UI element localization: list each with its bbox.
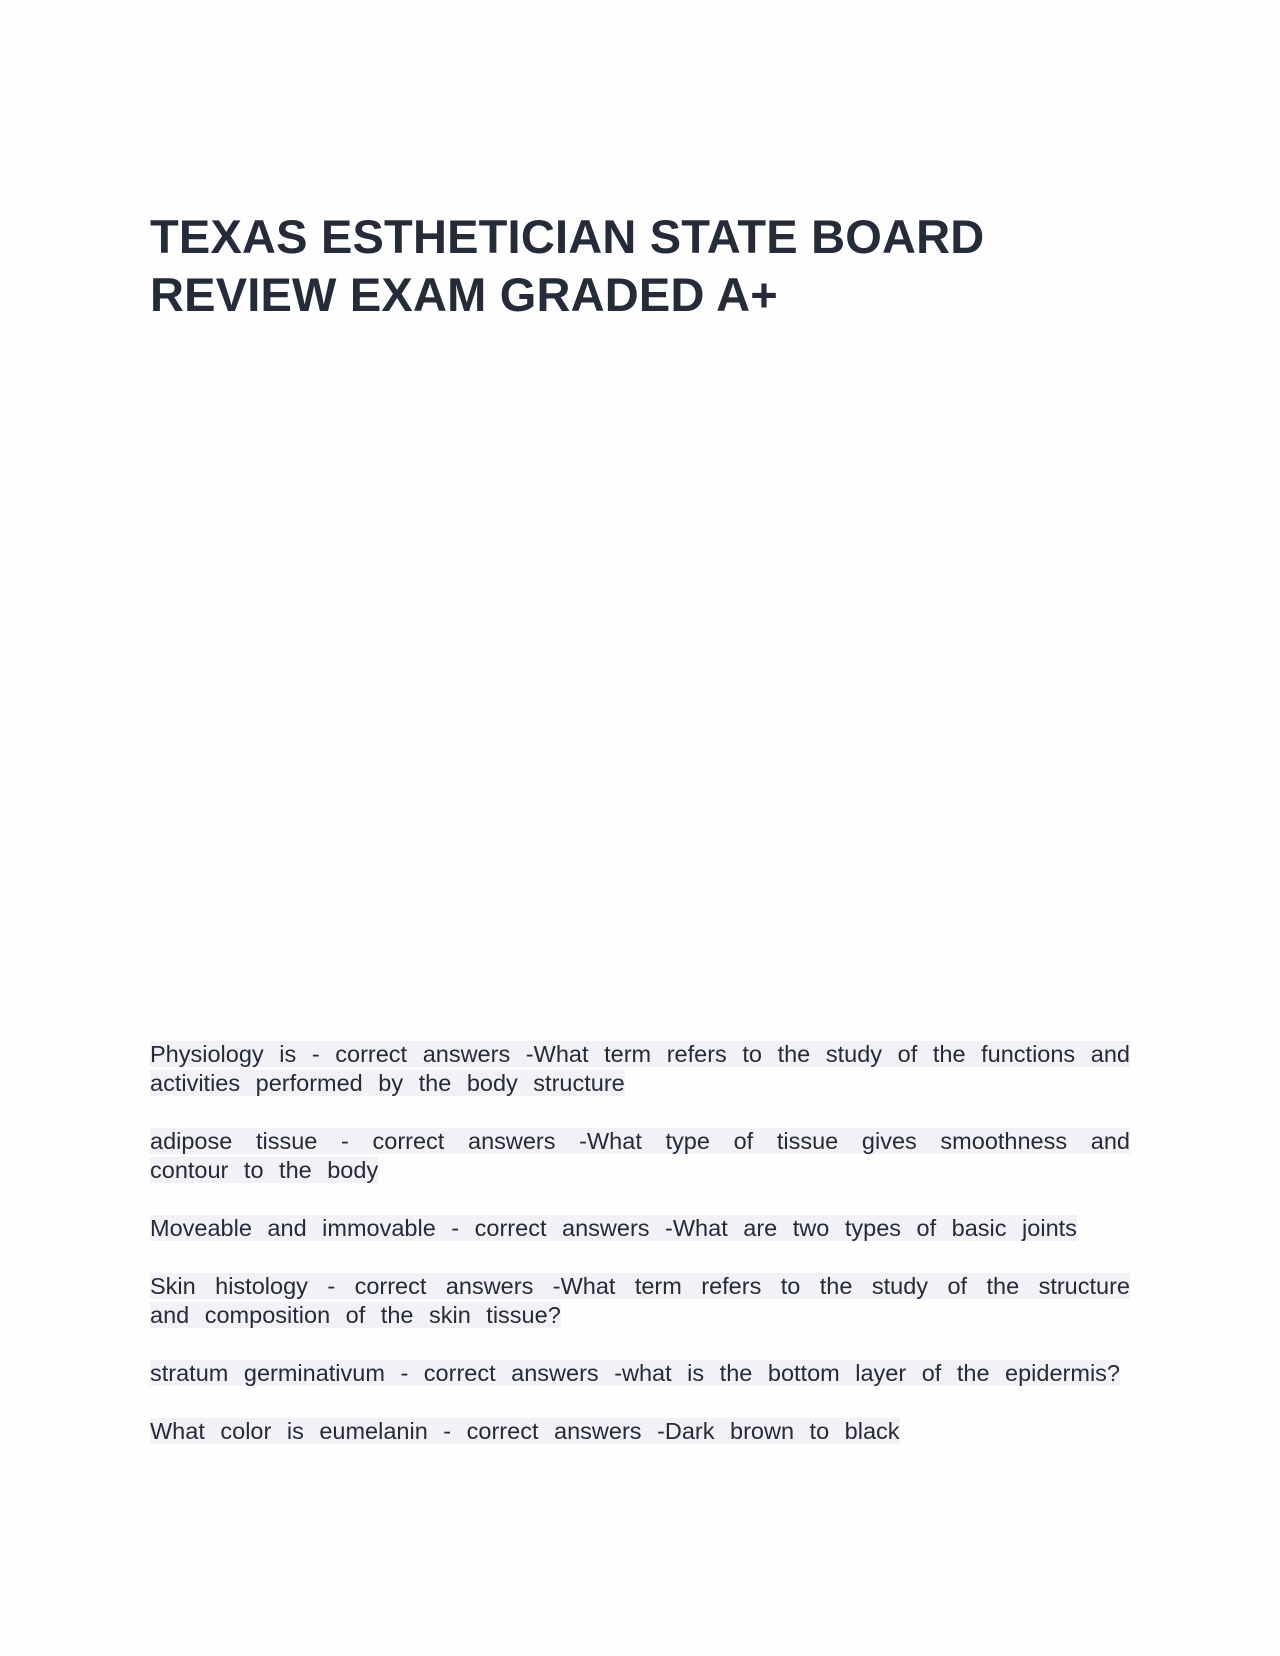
qa-item-eumelanin: [150, 1417, 1130, 1446]
qa-item-text: Moveable and immovable - correct answers -What are two types of basic joints: [150, 1215, 1077, 1241]
qa-item-text: adipose tissue - correct answers -What type of tissue gives smoothness and contour to the body: [150, 1128, 1130, 1183]
qa-item-text: What color is eumelanin - correct answers -Dark brown to black: [150, 1418, 900, 1444]
qa-item-text: stratum germinativum - correct answers -what is the bottom layer of the epidermis?: [150, 1360, 1120, 1386]
qa-list: [150, 1040, 1130, 1475]
qa-item-text: Skin histology - correct answers -What term refers to the study of the structure and composition of the skin tissue?: [150, 1273, 1130, 1328]
qa-item-joints: [150, 1214, 1130, 1243]
document-title: TEXAS ESTHETICIAN STATE BOARD REVIEW EXAM GRADED A+: [150, 210, 985, 321]
qa-item-text: Physiology is - correct answers -What term refers to the study of the functions and activities performed by the body structure: [150, 1041, 1130, 1096]
qa-item-skin-histology: [150, 1272, 1130, 1330]
qa-item-physiology: [150, 1040, 1130, 1098]
qa-item-adipose-tissue: [150, 1127, 1130, 1185]
qa-item-stratum-germinativum: [150, 1359, 1130, 1388]
